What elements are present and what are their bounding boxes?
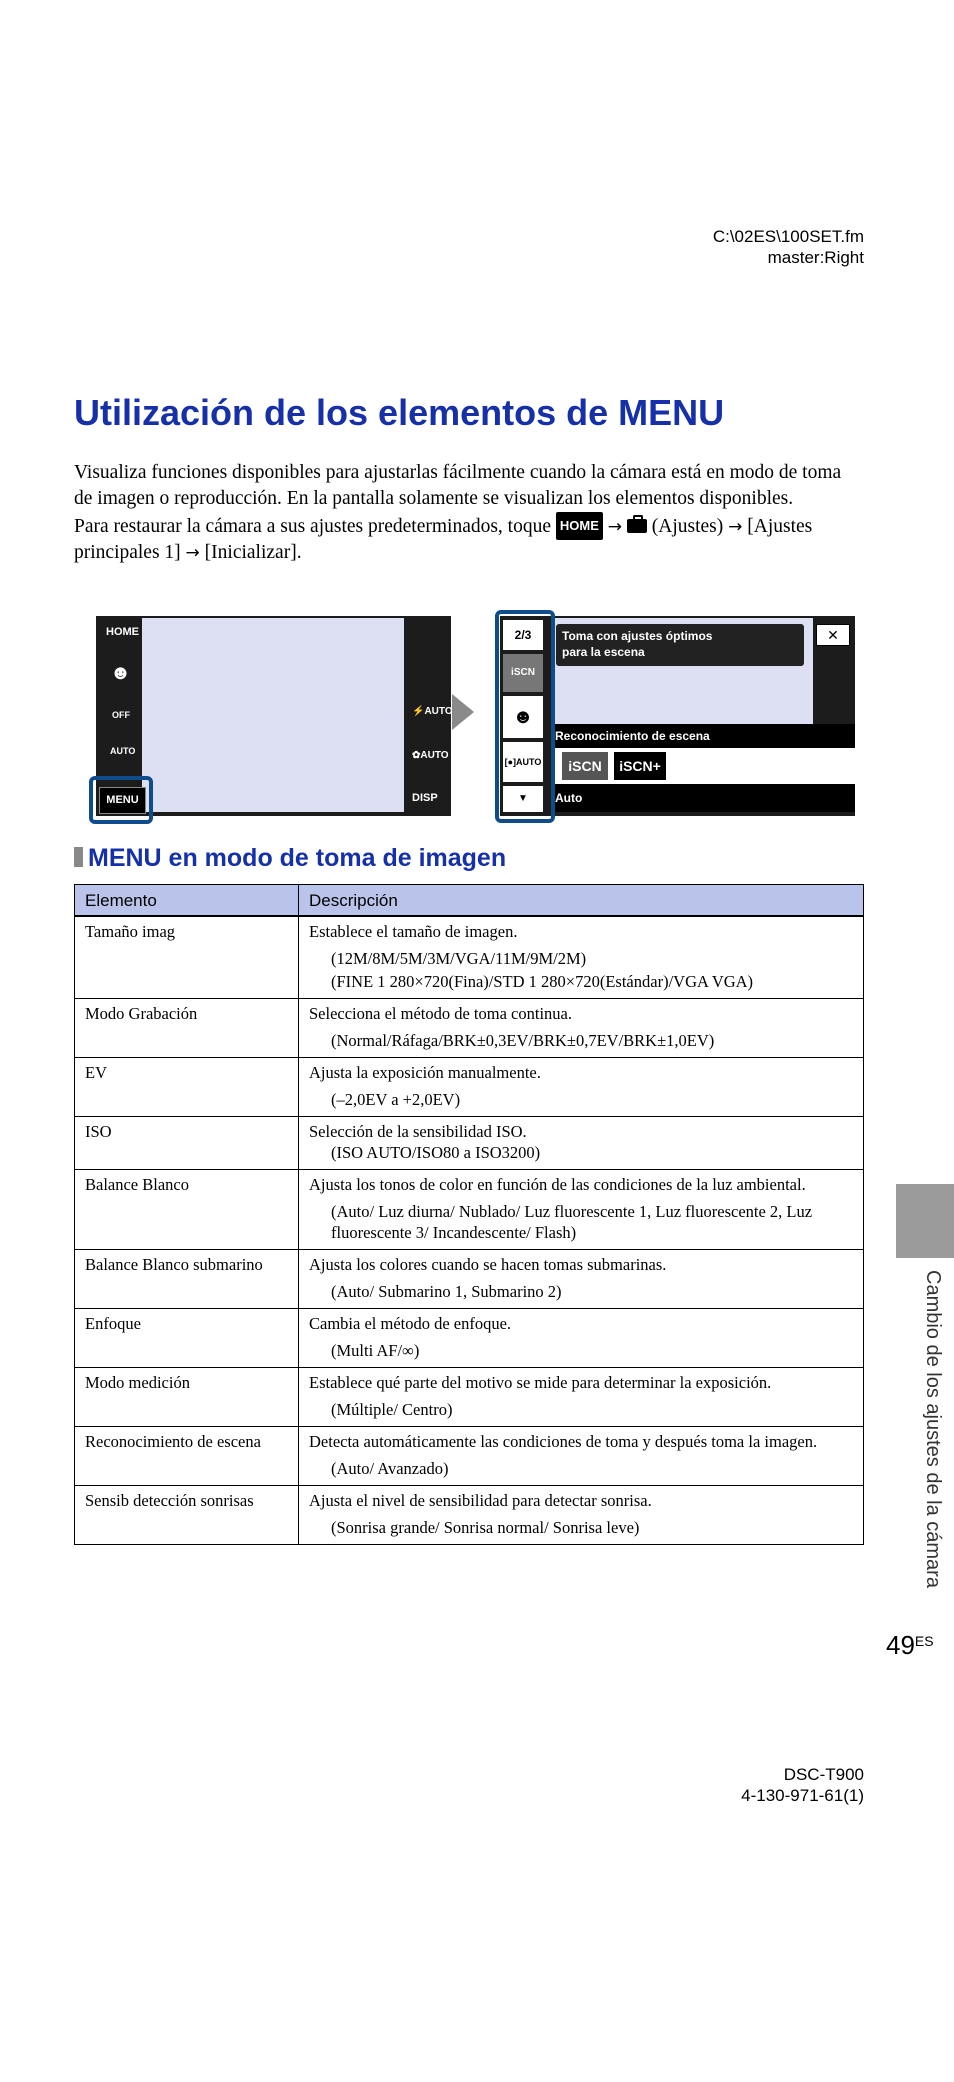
intro-paragraph-2b: (Ajustes)	[651, 516, 724, 537]
side-tab-label: Cambio de los ajustes de la cámara	[922, 1270, 944, 1588]
description-cell	[299, 1427, 864, 1486]
item-cell: Modo medición	[75, 1368, 299, 1427]
header-description: Descripción	[299, 885, 864, 917]
description-text: Ajusta los tonos de color en función de las condiciones de la luz ambiental.	[309, 1175, 806, 1194]
arrow-icon: →	[607, 517, 623, 537]
options-text: (Sonrisa grande/ Sonrisa normal/ Sonrisa leve)	[331, 1518, 640, 1537]
table-row	[75, 999, 864, 1058]
menu-items-table	[74, 884, 864, 1545]
description-text: Ajusta los colores cuando se hacen tomas submarinas.	[309, 1255, 667, 1274]
close-icon[interactable]: ✕	[816, 624, 850, 646]
master-label: master:Right	[767, 248, 864, 267]
options-text: (Múltiple/ Centro)	[331, 1400, 453, 1419]
item-cell: Reconocimiento de escena	[75, 1427, 299, 1486]
intro-paragraph-2a: Para restaurar la cámara a sus ajustes predeterminados, toque	[74, 516, 552, 537]
intro-text	[74, 460, 864, 566]
home-button[interactable]: HOME	[106, 626, 139, 638]
description-cell	[299, 1170, 864, 1250]
lcd-area	[142, 618, 404, 812]
description-text: Establece el tamaño de imagen.	[309, 922, 518, 941]
description-text: Establece qué parte del motivo se mide para determinar la exposición.	[309, 1373, 772, 1392]
description-cell	[299, 1368, 864, 1427]
item-cell: EV	[75, 1058, 299, 1117]
section-title-text: MENU en modo de toma de imagen	[88, 844, 507, 872]
description-text: Detecta automáticamente las condiciones de toma y después toma la imagen.	[309, 1432, 818, 1451]
description-cell	[299, 1058, 864, 1117]
table-header-row	[75, 885, 864, 917]
intro-paragraph-1: Visualiza funciones disponibles para ajustarlas fácilmente cuando la cámara está en modo de toma de imagen o reproducción. En la pantalla solamente se visualizan los elementos disponibles.	[74, 462, 842, 509]
popup-line-1: Toma con ajustes óptimos	[562, 629, 713, 643]
description-text: Selección de la sensibilidad ISO.	[309, 1122, 527, 1141]
iscn-auto-icon[interactable]: iSCN	[562, 752, 608, 780]
intro-paragraph-2c: [Ajustes principales 1]	[74, 516, 813, 563]
description-text: Selecciona el método de toma continua.	[309, 1004, 572, 1023]
options-text: (Auto/ Avanzado)	[331, 1459, 449, 1478]
options-text: (FINE 1 280×720(Fina)/STD 1 280×720(Estándar)/VGA VGA)	[331, 972, 754, 991]
item-cell: Enfoque	[75, 1309, 299, 1368]
table-row	[75, 1368, 864, 1427]
options-text: (–2,0EV a +2,0EV)	[331, 1090, 461, 1109]
table-row	[75, 916, 864, 999]
options-text: (Multi AF/∞)	[331, 1341, 420, 1360]
item-cell: Balance Blanco	[75, 1170, 299, 1250]
page-number-suffix: ES	[914, 1633, 934, 1649]
options-text: (Auto/ Luz diurna/ Nublado/ Luz fluorescente 1, Luz fluorescente 2, Luz fluorescente 3/ Incandescente/ Flash)	[331, 1202, 813, 1242]
description-text: Ajusta el nivel de sensibilidad para detectar sonrisa.	[309, 1491, 652, 1510]
item-cell: Modo Grabación	[75, 999, 299, 1058]
table-row	[75, 1250, 864, 1309]
table-row	[75, 1058, 864, 1117]
scroll-down-icon[interactable]: ▼	[503, 786, 543, 812]
page-title: Utilización de los elementos de MENU	[74, 392, 725, 433]
smile-icon[interactable]: ☻	[110, 662, 132, 684]
page-number-value: 49	[886, 1630, 915, 1660]
help-popup	[556, 624, 804, 666]
description-cell	[299, 1117, 864, 1170]
description-cell	[299, 1486, 864, 1545]
iscn-advanced-icon[interactable]: iSCN+	[614, 752, 666, 780]
table-row	[75, 1427, 864, 1486]
options-text: (Auto/ Submarino 1, Submarino 2)	[331, 1282, 562, 1301]
options-text: (ISO AUTO/ISO80 a ISO3200)	[331, 1143, 541, 1162]
home-icon: HOME	[556, 512, 603, 540]
toolbox-icon	[627, 519, 647, 533]
description-text: Cambia el método de enfoque.	[309, 1314, 512, 1333]
menu-button[interactable]: MENU	[99, 787, 146, 814]
macro-icon[interactable]: ✿AUTO	[412, 750, 449, 761]
flash-icon[interactable]: ⚡AUTO	[412, 706, 453, 717]
face-detect-icon[interactable]: [●]AUTO	[503, 742, 543, 782]
page-number	[886, 1630, 934, 1661]
intro-paragraph-2d: [Inicializar].	[204, 542, 302, 563]
table-row	[75, 1170, 864, 1250]
scene-auto-icon[interactable]: AUTO	[110, 746, 136, 756]
smile-off-icon[interactable]: OFF	[112, 710, 130, 720]
header-item: Elemento	[75, 885, 299, 917]
arrow-icon: →	[185, 543, 200, 563]
description-text: Ajusta la exposición manualmente.	[309, 1063, 541, 1082]
page-indicator: 2/3	[503, 620, 543, 650]
arrow-right-icon	[452, 694, 474, 730]
table-row	[75, 1486, 864, 1545]
smile-icon[interactable]: ☻	[503, 696, 543, 738]
section-title	[74, 844, 506, 873]
options-text: (Normal/Ráfaga/BRK±0,3EV/BRK±0,7EV/BRK±1,0EV)	[331, 1031, 715, 1050]
file-header	[713, 226, 864, 268]
item-cell: Tamaño imag	[75, 916, 299, 999]
table-row	[75, 1309, 864, 1368]
item-cell: ISO	[75, 1117, 299, 1170]
section-bar	[74, 847, 83, 867]
description-cell	[299, 999, 864, 1058]
disp-button[interactable]: DISP	[412, 792, 438, 804]
description-cell	[299, 1250, 864, 1309]
arrow-icon: →	[728, 517, 743, 537]
description-cell	[299, 1309, 864, 1368]
iscn-icon[interactable]: iSCN	[503, 654, 543, 692]
item-cell: Balance Blanco submarino	[75, 1250, 299, 1309]
scene-recognition-label: Reconocimiento de escena	[553, 724, 855, 748]
popup-line-2: para la escena	[562, 645, 645, 659]
file-footer	[741, 1764, 864, 1806]
model-label: DSC-T900	[783, 1765, 864, 1784]
item-cell: Sensib detección sonrisas	[75, 1486, 299, 1545]
file-path: C:\02ES\100SET.fm	[712, 227, 864, 246]
table-row	[75, 1117, 864, 1170]
current-mode-label: Auto	[553, 784, 855, 812]
description-cell	[299, 916, 864, 999]
part-code: 4-130-971-61(1)	[741, 1786, 864, 1805]
options-text: (12M/8M/5M/3M/VGA/11M/9M/2M)	[331, 949, 587, 968]
side-tab-marker	[896, 1184, 954, 1258]
menu-column-highlight	[495, 610, 555, 823]
